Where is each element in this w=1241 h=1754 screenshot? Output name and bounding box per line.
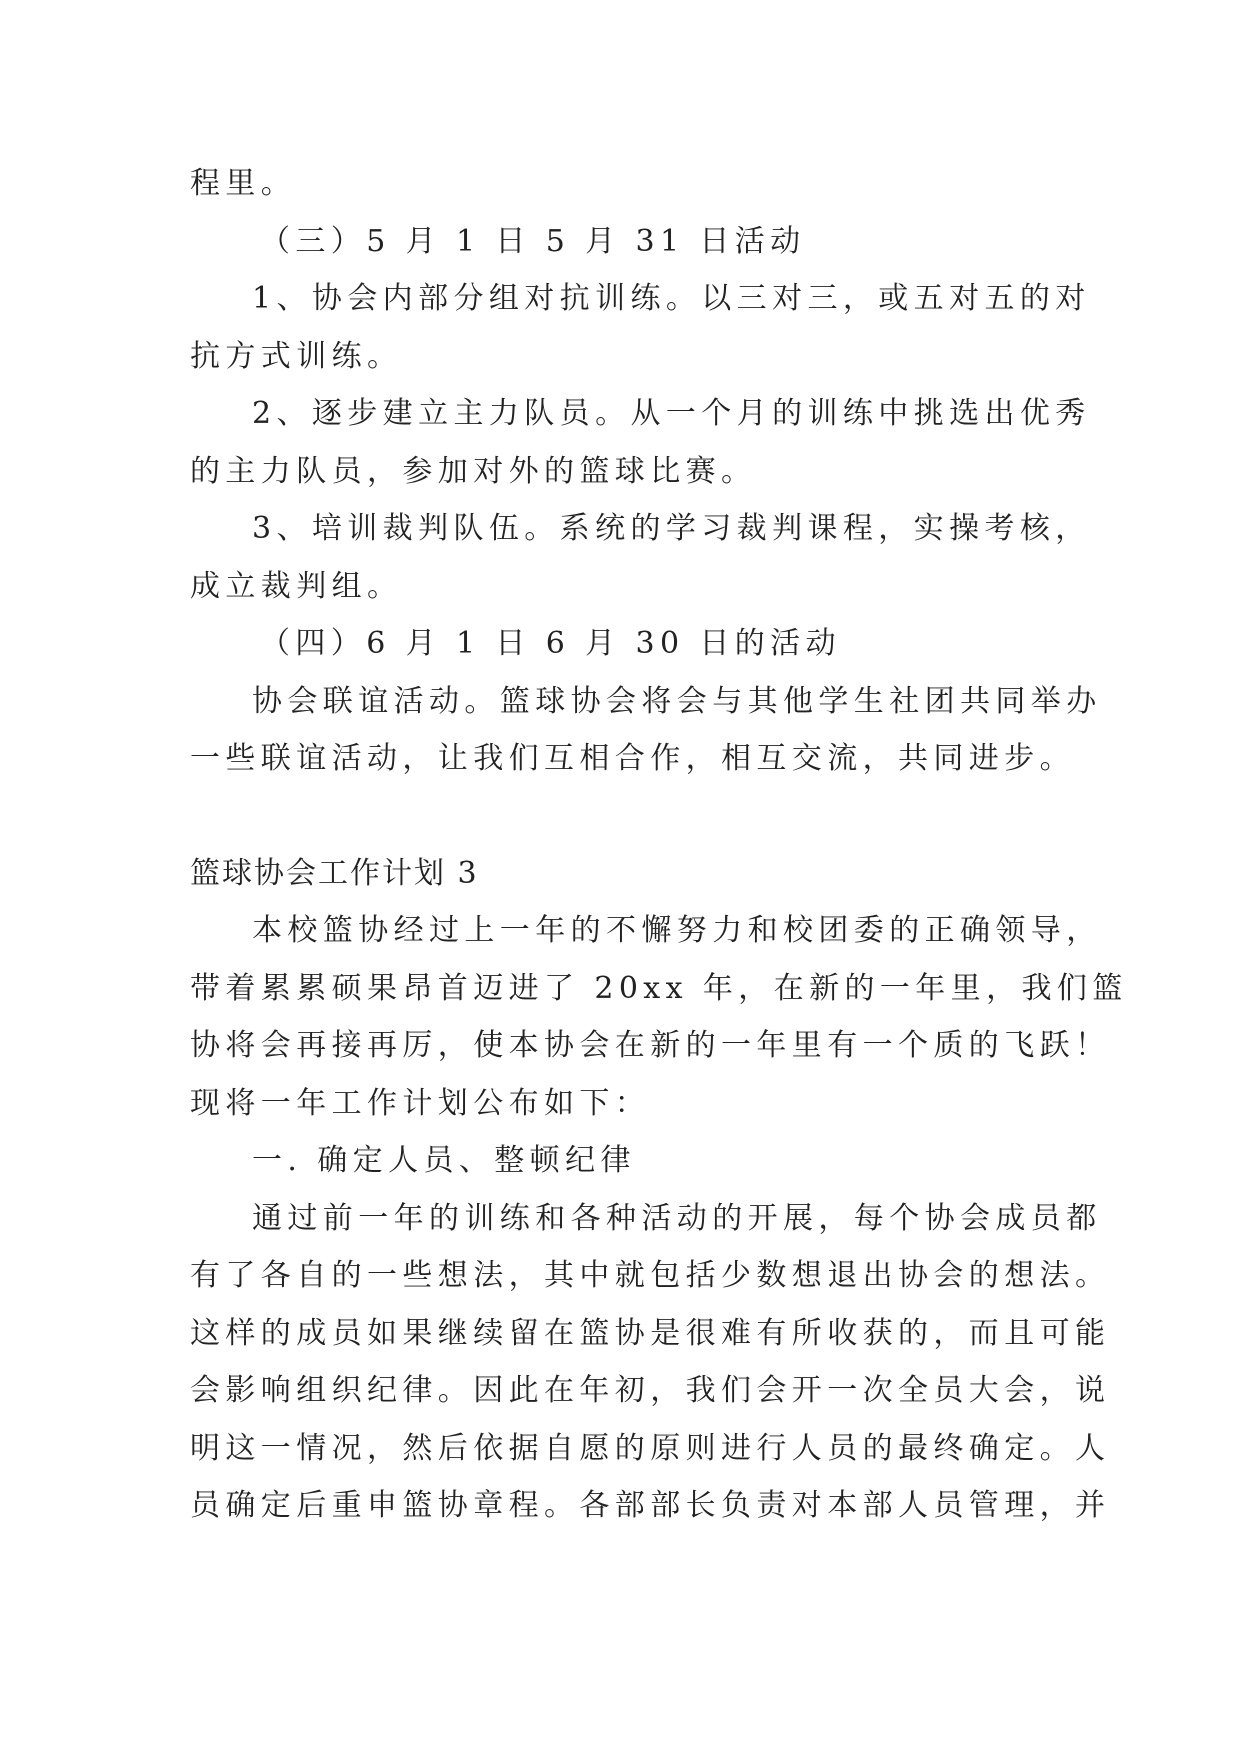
section-heading: （四）6 月 1 日 6 月 30 日的活动 — [260, 626, 841, 661]
text-line: 带着累累硕果昂首迈进了 20xx 年，在新的一年里，我们篮 — [190, 970, 1128, 1006]
text-line: 通过前一年的训练和各种活动的开展，每个协会成员都 — [252, 1200, 1102, 1236]
text-line: 会影响组织纪律。因此在年初，我们会开一次全员大会，说 — [190, 1373, 1111, 1408]
text-line: 程里。 — [190, 166, 297, 201]
text-line: 抗方式训练。 — [190, 338, 403, 374]
text-line: 这样的成员如果继续留在篮协是很难有所收获的，而且可能 — [190, 1315, 1111, 1351]
blank-line — [190, 788, 1070, 845]
section-heading: （三）5 月 1 日 5 月 31 日活动 — [260, 223, 806, 259]
text-line: 协将会再接再厉，使本协会在新的一年里有一个质的飞跃！ — [190, 1028, 1111, 1063]
section-heading: 一. 确定人员、整顿纪律 — [252, 1143, 636, 1178]
text-line: 成立裁判组。 — [190, 568, 403, 604]
text-line: 现将一年工作计划公布如下： — [190, 1085, 651, 1121]
text-line: 员确定后重申篮协章程。各部部长负责对本部人员管理，并 — [190, 1488, 1111, 1523]
text-line: 1、协会内部分组对抗训练。以三对三，或五对五的对 — [252, 281, 1091, 316]
text-line: 有了各自的一些想法，其中就包括少数想退出协会的想法。 — [190, 1258, 1111, 1293]
document-title: 篮球协会工作计划 3 — [190, 855, 479, 891]
document-body — [190, 155, 1128, 1535]
text-line: 明这一情况，然后依据自愿的原则进行人员的最终确定。人 — [190, 1430, 1111, 1466]
text-line: 本校篮协经过上一年的不懈努力和校团委的正确领导， — [252, 913, 1102, 948]
text-line: 的主力队员，参加对外的篮球比赛。 — [190, 453, 757, 489]
text-line: 2、逐步建立主力队员。从一个月的训练中挑选出优秀 — [252, 396, 1091, 431]
text-line: 3、培训裁判队伍。系统的学习裁判课程，实操考核， — [252, 511, 1091, 546]
text-line: 协会联谊活动。篮球协会将会与其他学生社团共同举办 — [252, 683, 1102, 719]
text-line: 一些联谊活动，让我们互相合作，相互交流，共同进步。 — [190, 741, 1075, 776]
